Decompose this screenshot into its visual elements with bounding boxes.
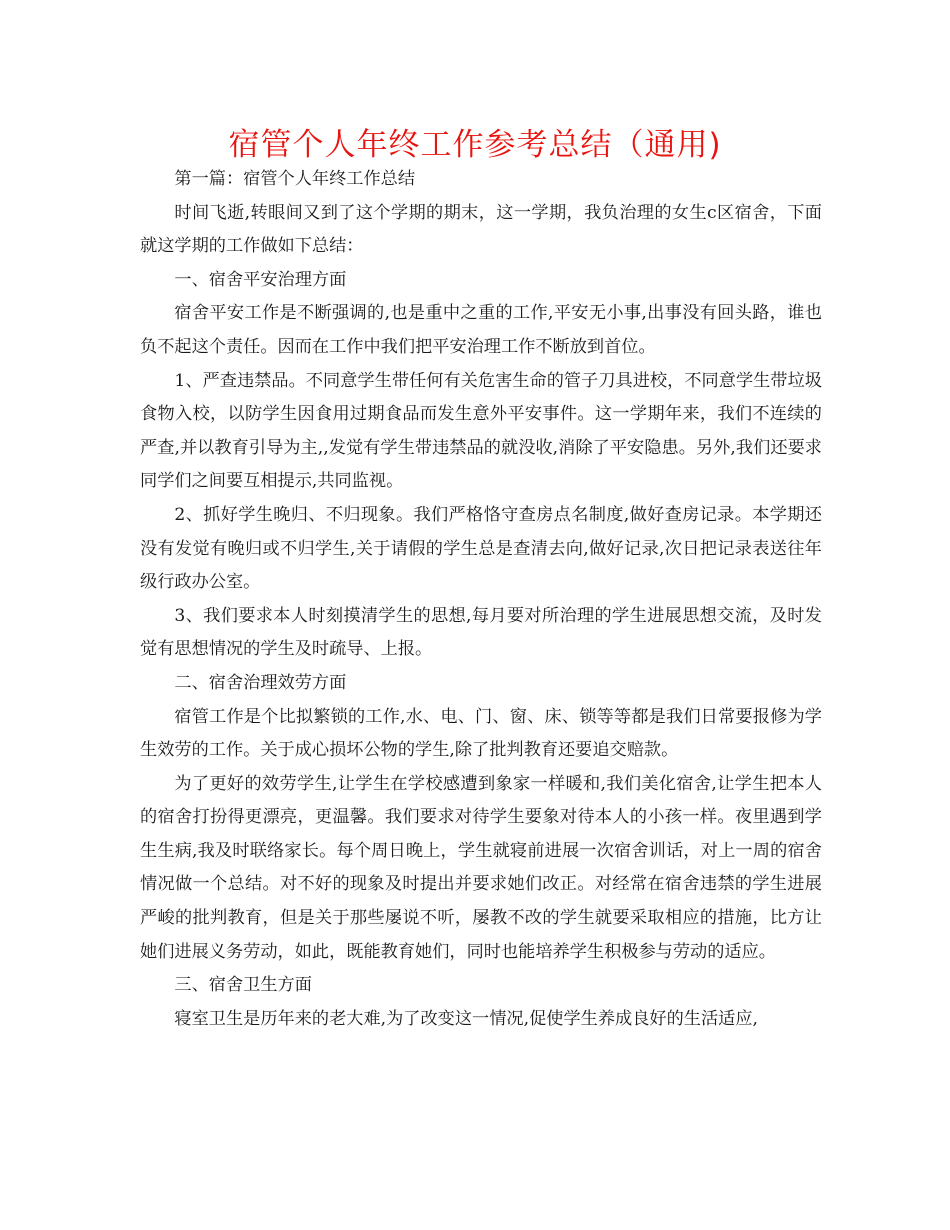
paragraph: 宿管工作是个比拟繁锁的工作,水、电、门、窗、床、锁等等都是我们日常要报修为学生效劳的工作。关于成心损坏公物的学生,除了批判教育还要追交赔款。 [140, 706, 822, 761]
paragraph: 1、严查违禁品。不同意学生带任何有关危害生命的管子刀具进校，不同意学生带垃圾食物入校，以防学生因食用过期食品而发生意外平安事件。这一学期年来，我们不连续的严查,并以教育引导为主,,发觉有学生带违禁品的就没收,消除了平安隐患。另外,我们还要求同学们之间要互相提示,共同监视。 [140, 370, 822, 492]
document-title: 宿管个人年终工作参考总结（通用) [228, 127, 722, 163]
paragraph: 2、抓好学生晚归、不归现象。我们严格恪守查房点名制度,做好查房记录。本学期还没有发觉有晚归或不归学生,关于请假的学生总是查清去向,做好记录,次日把记录表送往年级行政办公室。 [140, 504, 822, 593]
paragraph: 为了更好的效劳学生,让学生在学校感遭到象家一样暖和,我们美化宿舍,让学生把本人的宿舍打扮得更漂亮，更温馨。我们要求对待学生要象对待本人的小孩一样。夜里遇到学生生病,我及时联络家长。每个周日晚上，学生就寝前进展一次宿舍训话，对上一周的宿舍情况做一个总结。对不好的现象及时提出并要求她们改正。对经常在宿舍违禁的学生进展严峻的批判教育，但是关于那些屡说不听，屡教不改的学生就要采取相应的措施，比方让她们进展义务劳动，如此，既能教育她们，同时也能培养学生积极参与劳动的适应。 [140, 773, 822, 962]
section-heading: 一、宿舍平安治理方面 [174, 269, 347, 290]
paragraph: 时间飞逝,转眼间又到了这个学期的期末，这一学期，我负治理的女生c区宿舍，下面就这学期的工作做如下总结： [140, 202, 822, 257]
paragraph: 寝室卫生是历年来的老大难,为了改变这一情况,促使学生养成良好的生活适应, [174, 1008, 758, 1029]
paragraph: 宿舍平安工作是不断强调的,也是重中之重的工作,平安无小事,出事没有回头路，谁也负不起这个责任。因而在工作中我们把平安治理工作不断放到首位。 [140, 303, 822, 357]
section-heading: 二、宿舍治理效劳方面 [174, 672, 347, 693]
section-heading: 三、宿舍卫生方面 [174, 975, 312, 996]
section-heading: 第一篇：宿管个人年终工作总结 [174, 169, 416, 189]
document-body [140, 163, 822, 1036]
paragraph: 3、我们要求本人时刻摸清学生的思想,每月要对所治理的学生进展思想交流，及时发觉有思想情况的学生及时疏导、上报。 [140, 605, 822, 660]
